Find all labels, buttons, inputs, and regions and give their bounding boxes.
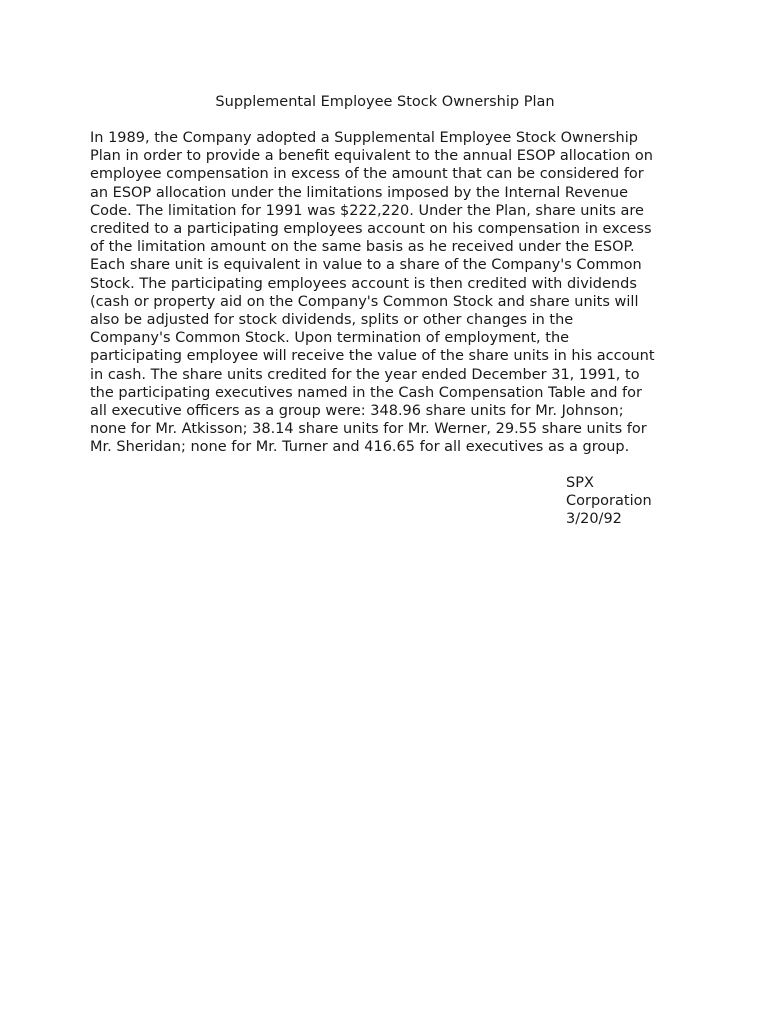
body-line: an ESOP allocation under the limitations imposed by the Internal Revenue: [90, 184, 629, 201]
body-line: Plan in order to provide a benefit equivalent to the annual ESOP allocation on: [90, 148, 653, 165]
body-line: Code. The limitation for 1991 was $222,220. Under the Plan, share units are: [90, 202, 644, 219]
body-line: all executive officers as a group were: 348.96 share units for Mr. Johnson;: [90, 403, 624, 420]
body-line: In 1989, the Company adopted a Supplemental Employee Stock Ownership: [90, 130, 638, 146]
body-line: (cash or property aid on the Company's Common Stock and share units will: [90, 293, 639, 310]
body-line: none for Mr. Atkisson; 38.14 share units for Mr. Werner, 29.55 share units for: [90, 421, 647, 438]
body-line: Each share unit is equivalent in value to a share of the Company's Common: [90, 257, 642, 274]
body-line: Company's Common Stock. Upon termination of employment, the: [90, 330, 570, 347]
body-line: employee compensation in excess of the amount that can be considered for: [90, 166, 644, 183]
signature-block: [566, 474, 652, 529]
body-line: Mr. Sheridan; none for Mr. Turner and 416.65 for all executives as a group.: [90, 439, 630, 456]
body-line: also be adjusted for stock dividends, splits or other changes in the: [90, 312, 574, 329]
body-line: credited to a participating employees account on his compensation in excess: [90, 221, 652, 238]
body-line: in cash. The share units credited for the year ended December 31, 1991, to: [90, 366, 640, 383]
document-title: Supplemental Employee Stock Ownership Plan: [215, 94, 555, 110]
body-line: the participating executives named in the Cash Compensation Table and for: [90, 384, 642, 401]
body-line: of the limitation amount on the same basis as he received under the ESOP.: [90, 239, 635, 256]
body-line: Stock. The participating employees account is then credited with dividends: [90, 275, 637, 292]
signature-company-line1: SPX: [566, 475, 594, 491]
body-line: participating employee will receive the value of the share units in his account: [90, 348, 655, 365]
signature-date: 3/20/92: [566, 511, 622, 528]
signature-company-line2: Corporation: [566, 493, 652, 510]
body-paragraph: [90, 129, 690, 457]
